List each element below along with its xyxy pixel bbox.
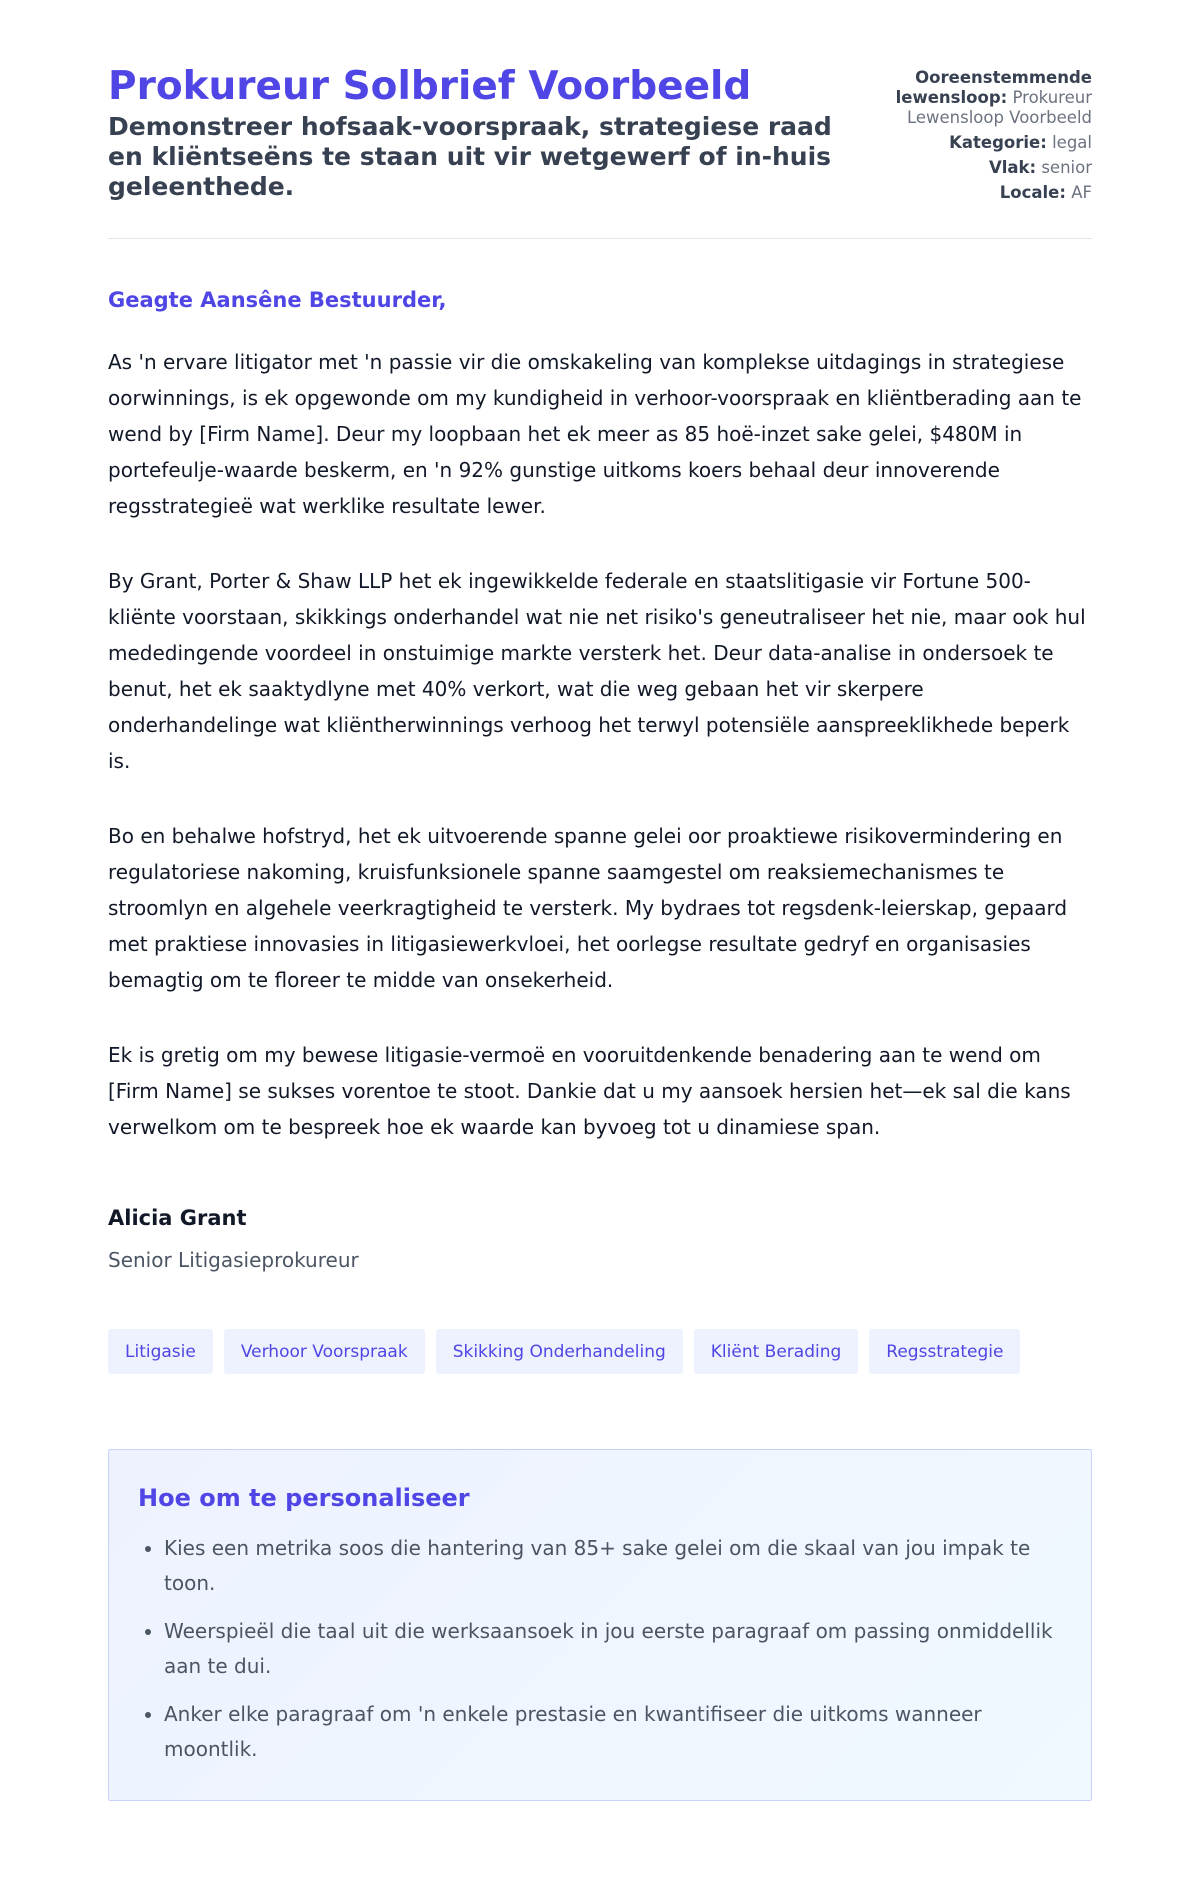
meta-career-value: Prokureur Lewensloop Voorbeeld	[906, 88, 1092, 127]
skill-tag: Skikking Onderhandeling	[436, 1329, 683, 1374]
header-divider	[108, 238, 1092, 239]
tip-item: • Kies een metrika soos die hantering van 85+ sake gelei om die skaal van jou impak te toon.	[164, 1531, 1061, 1601]
letter-paragraph: As 'n ervare litigator met 'n passie vir die omskakeling van komplekse uitdagings in strategiese oorwinnings, is ek opgewonde om my kundigheid in verhoor-voorspraak en kliëntberading aan te wend by [Firm Name]. Deur my loopbaan het ek meer as 85 hoë-inzet sake gelei, $480M in portefeulje-waarde beskerm, en 'n 92% gunstige uitkoms koers behaal deur innoverende regsstrategieë wat werklike resultate lewer.	[108, 350, 1082, 518]
meta-level-value: senior	[1041, 158, 1092, 177]
page-title: Prokureur Solbrief Voorbeeld	[108, 64, 752, 109]
letter-paragraph: Ek is gretig om my bewese litigasie-vermoë en vooruitdenkende benadering aan te wend om [Firm Name] se sukses vorentoe te stoot. Dankie dat u my aansoek hersien het—ek sal die kans verwelkom om te bespreek hoe ek waarde kan byvoeg tot u dinamiese span.	[108, 1043, 1071, 1139]
metadata-panel	[852, 68, 1092, 208]
skill-tag: Litigasie	[108, 1329, 213, 1374]
skill-tag: Verhoor Voorspraak	[224, 1329, 425, 1374]
tips-title: Hoe om te personaliseer	[138, 1484, 470, 1512]
meta-category	[852, 133, 1092, 153]
meta-locale	[852, 183, 1092, 203]
meta-locale-label: Locale:	[999, 183, 1066, 202]
page-subtitle: Demonstreer hofsaak-voorspraak, strategiese raad en kliëntseëns te staan uit vir wetgewerf of in-huis geleenthede.	[108, 112, 832, 201]
meta-career-label: Ooreenstemmende lewensloop:	[895, 68, 1092, 107]
skill-tag: Kliënt Berading	[694, 1329, 859, 1374]
meta-category-label: Kategorie:	[949, 133, 1047, 152]
meta-locale-value: AF	[1071, 183, 1092, 202]
tip-item: • Weerspieël die taal uit die werksaansoek in jou eerste paragraaf om passing onmiddellik aan te dui.	[164, 1614, 1061, 1684]
letter-body	[108, 344, 1092, 1145]
tip-item: • Anker elke paragraaf om 'n enkele prestasie en kwantifiseer die uitkoms wanneer moontlik.	[164, 1697, 1061, 1767]
letter-paragraph: By Grant, Porter & Shaw LLP het ek ingewikkelde federale en staatslitigasie vir Fortune 500-kliënte voorstaan, skikkings onderhandel wat nie net risiko's geneutraliseer het nie, maar ook hul mededingende voordeel in onstuimige markte versterk het. Deur data-analise in ondersoek te benut, het ek saaktydlyne met 40% verkort, wat die weg gebaan het vir skerpere onderhandelinge wat kliëntherwinnings verhoog het terwyl potensiële aanspreeklikhede beperk is.	[108, 569, 1086, 773]
meta-career	[852, 68, 1092, 128]
signature-title: Senior Litigasieprokureur	[108, 1248, 359, 1272]
tips-list	[138, 1531, 1061, 1767]
personalization-tips-box	[108, 1449, 1092, 1801]
letter-greeting: Geagte Aansêne Bestuurder,	[108, 288, 447, 312]
title-block	[108, 64, 848, 202]
meta-category-value: legal	[1052, 133, 1092, 152]
skill-tag: Regsstrategie	[869, 1329, 1020, 1374]
signature-block	[108, 1205, 1092, 1273]
signature-name: Alicia Grant	[108, 1206, 247, 1230]
document-header	[108, 0, 1092, 202]
meta-level	[852, 158, 1092, 178]
letter-paragraph: Bo en behalwe hofstryd, het ek uitvoerende spanne gelei oor proaktiewe risikovermindering en regulatoriese nakoming, kruisfunksionele spanne saamgestel om reaksiemechanismes te stroomlyn en algehele veerkragtigheid te versterk. My bydraes tot regsdenk-leierskap, gepaard met praktiese innovasies in litigasiewerkvloei, het oorlegse resultate gedryf en organisasies bemagtig om te floreer te midde van onsekerheid.	[108, 824, 1068, 992]
meta-level-label: Vlak:	[988, 158, 1037, 177]
skill-tags	[108, 1329, 1092, 1374]
